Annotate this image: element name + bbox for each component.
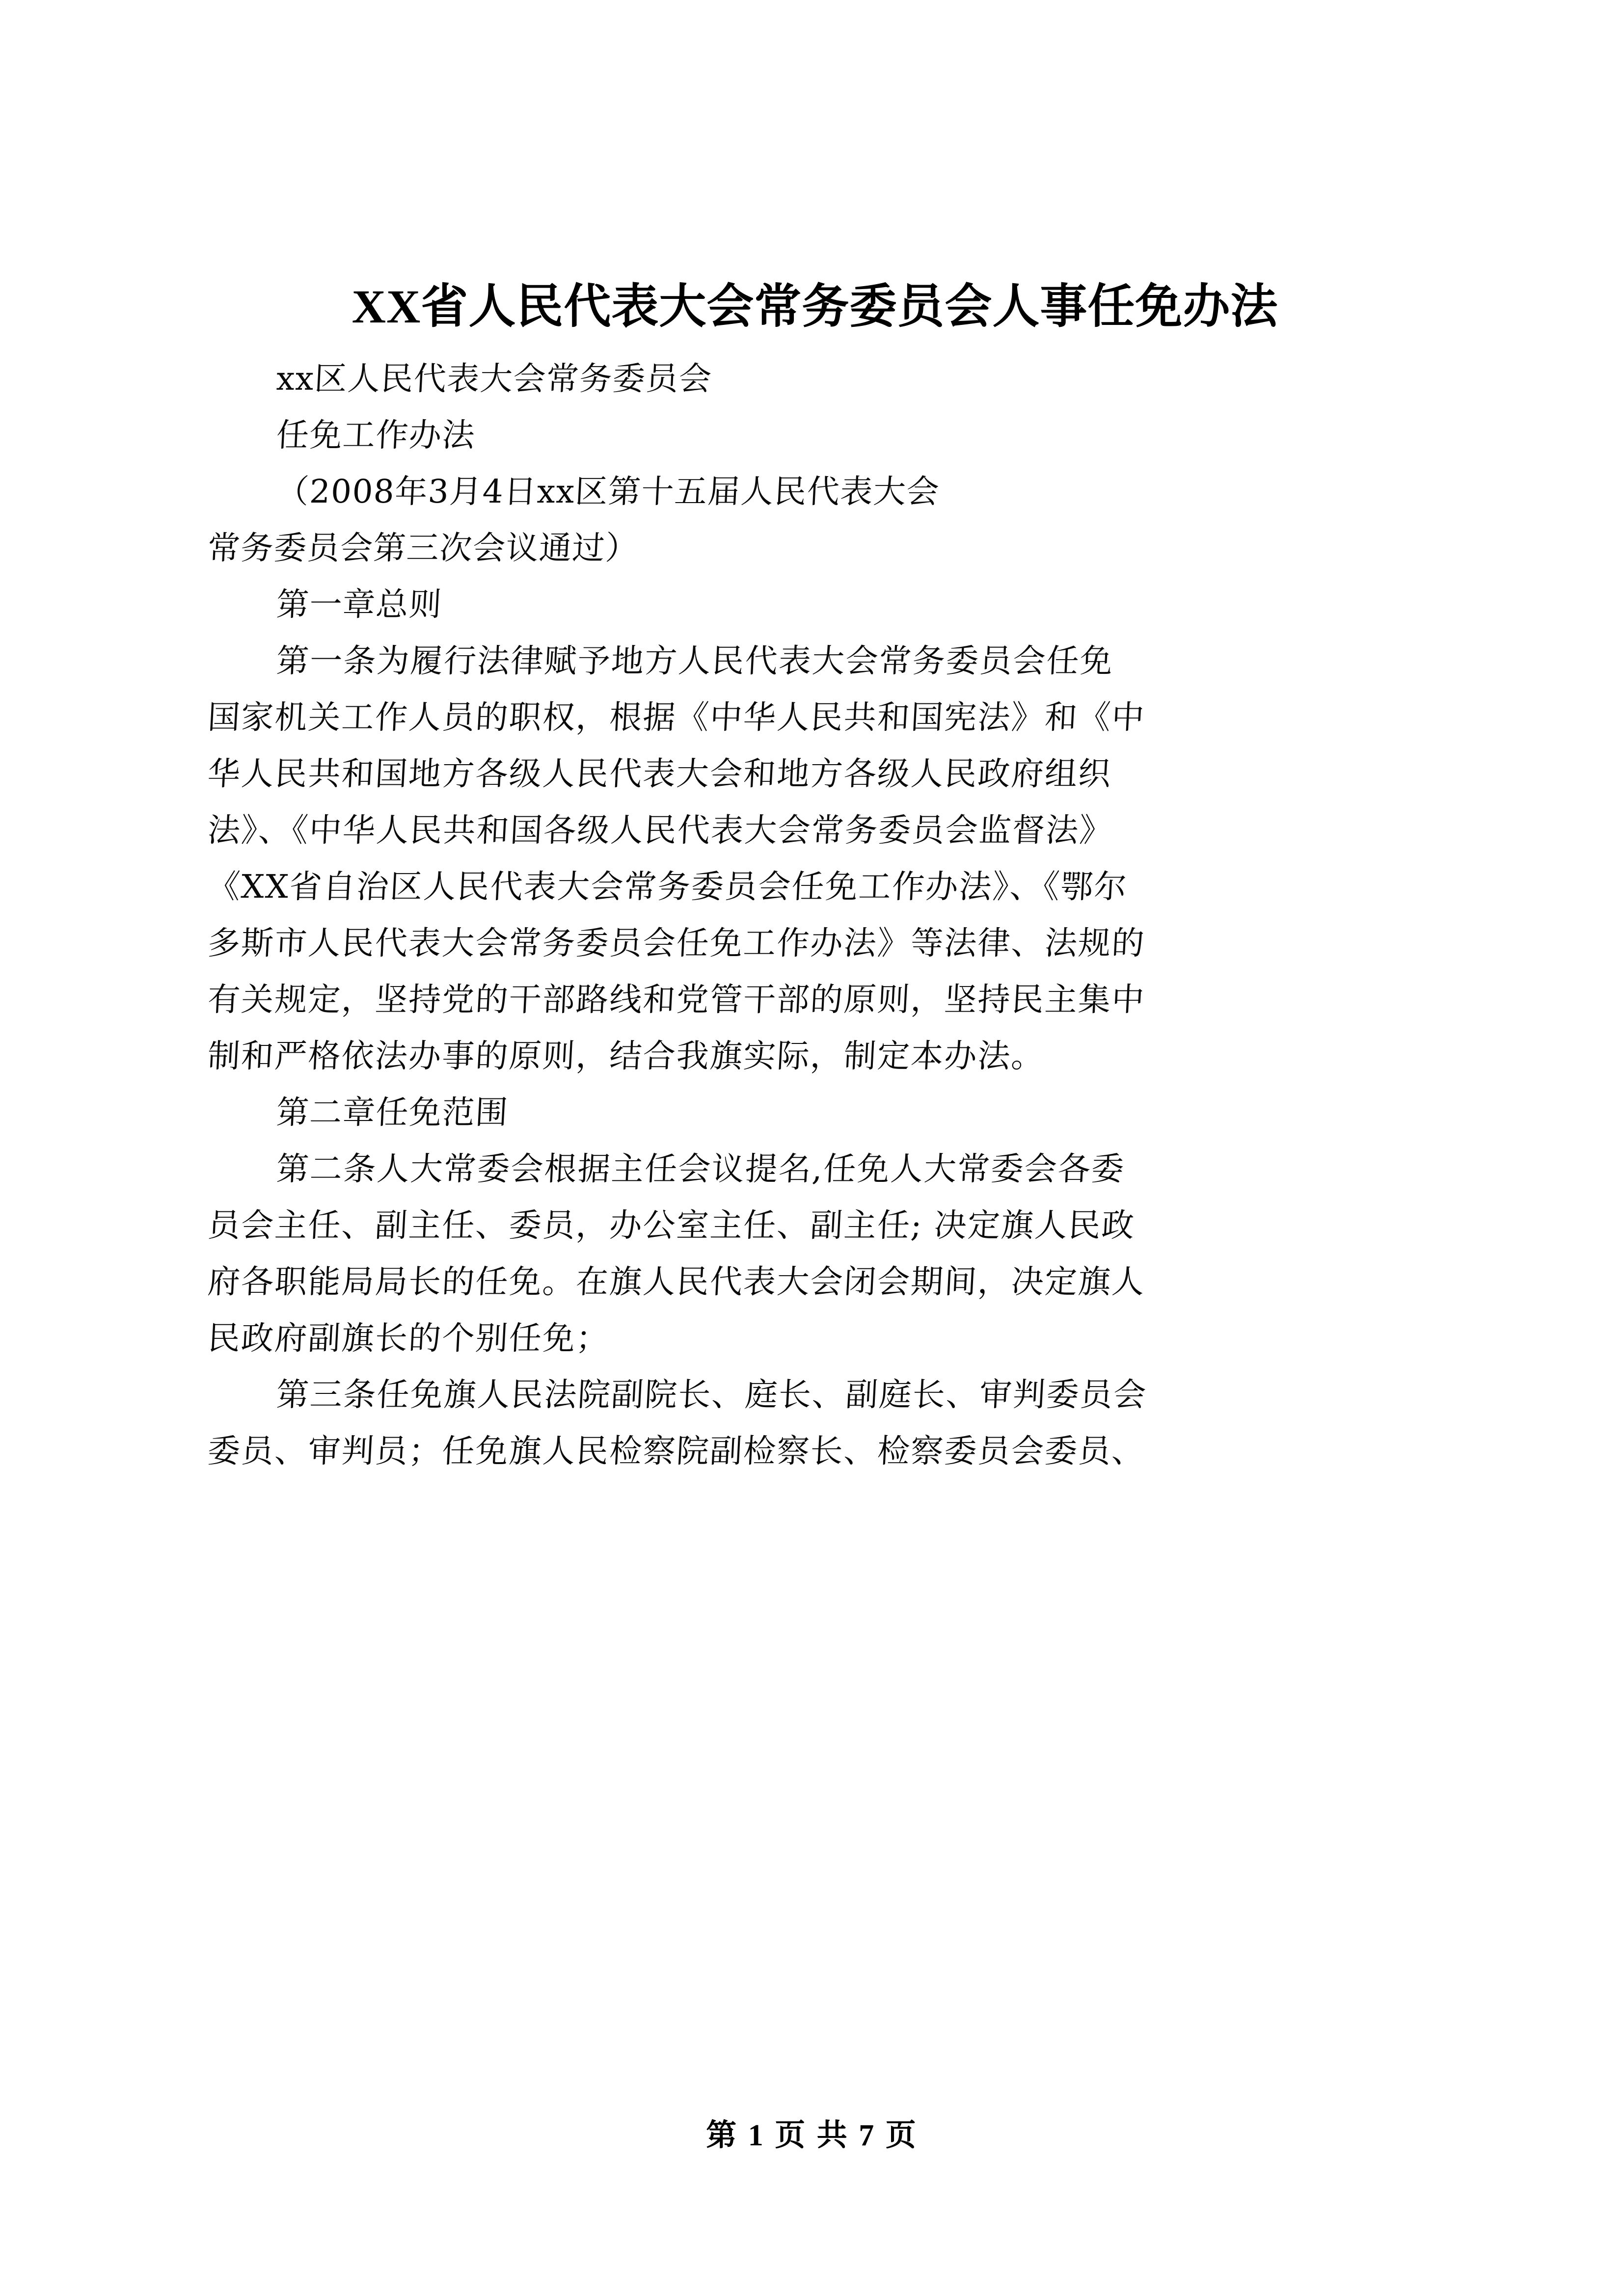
enactment-line-2: 常务委员会第三次会议通过） — [206, 529, 640, 567]
document-body — [206, 275, 1424, 1479]
article-two-line-2: 员会主任、副主任、委员，办公室主任、副主任; 决定旗人民政 — [206, 1206, 1137, 1244]
article-one-line-2: 国家机关工作人员的职权，根据《中华人民共和国宪法》和《中 — [206, 698, 1146, 736]
article-one-line-8: 制和严格依法办事的原则，结合我旗实际，制定本办法。 — [206, 1037, 1046, 1075]
article-three-line-2: 委员、审判员；任免旗人民检察院副检察长、检察委员会委员、 — [206, 1432, 1146, 1470]
subtitle-line-2: 任免工作办法 — [275, 416, 477, 454]
article-one-line-5: 《XX省自治区人民代表大会常务委员会任免工作办法》、《鄂尔 — [206, 867, 1129, 906]
article-one-line-4: 法》、《中华人民共和国各级人民代表大会常务委员会监督法》 — [206, 811, 1114, 849]
article-one-line-3: 华人民共和国地方各级人民代表大会和地方各级人民政府组织 — [206, 754, 1113, 793]
article-two-line-4: 民政府副旗长的个别任免； — [206, 1319, 611, 1357]
article-one-line-6: 多斯市人民代表大会常务委员会任免工作办法》等法律、法规的 — [206, 924, 1146, 962]
article-two-line-1: 第二条人大常委会根据主任会议提名,任免人大常委会各委 — [275, 1149, 1126, 1188]
page-number: 第 1 页 共 7 页 — [706, 2119, 918, 2152]
article-one-line-7: 有关规定，坚持党的干部路线和党管干部的原则，坚持民主集中 — [206, 980, 1146, 1018]
article-one-line-1: 第一条为履行法律赋予地方人民代表大会常务委员会任免 — [275, 641, 1115, 680]
chapter-two-heading: 第二章任免范围 — [275, 1093, 510, 1131]
enactment-line-1: （2008年3月4日xx区第十五届人民代表大会 — [275, 472, 941, 510]
page-title: XX省人民代表大会常务委员会人事任免办法 — [352, 280, 1278, 333]
chapter-one-heading: 第一章总则 — [275, 585, 443, 623]
article-three-line-1: 第三条任免旗人民法院副院长、庭长、副庭长、审判委员会 — [275, 1375, 1148, 1414]
page-footer — [0, 2110, 1624, 2154]
article-two-line-3: 府各职能局局长的任免。在旗人民代表大会闭会期间，决定旗人 — [206, 1262, 1146, 1301]
subtitle-line-1: xx区人民代表大会常务委员会 — [275, 359, 713, 398]
